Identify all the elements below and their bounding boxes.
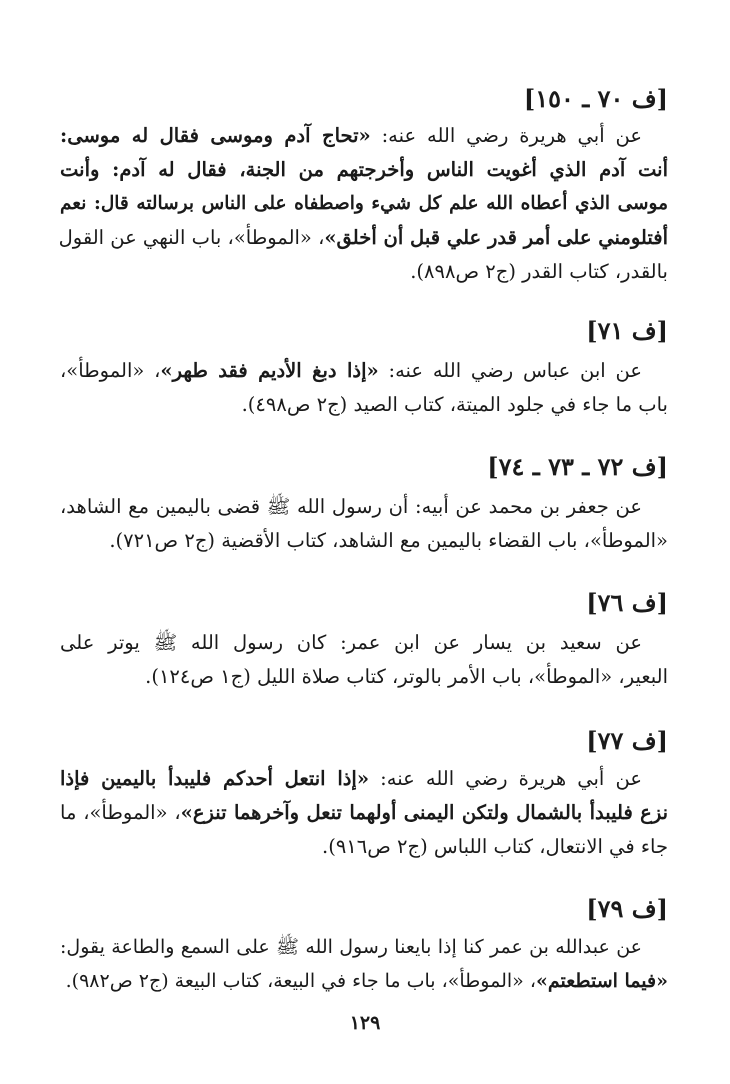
text-line (60, 221, 668, 255)
text-segment: عن جعفر بن محمد عن أبيه: أن رسول الله ﷺ قضى باليمين مع الشاهد، (60, 495, 642, 518)
text-segment: عن ابن عباس رضي الله عنه: (378, 359, 642, 382)
text-segment: ، «الموطأ»، ما (60, 801, 181, 824)
text-segment: بالقدر، كتاب القدر (ج٢ ص٨٩٨). (410, 260, 668, 283)
hadith-text: موسى الذي أعطاه الله علم كل شيء واصطفاه على الناس برسالته قال: نعم (60, 193, 668, 214)
text-segment: «الموطأ»، باب القضاء باليمين مع الشاهد، كتاب الأقضية (ج٢ ص٧٢١). (109, 529, 668, 552)
text-line (60, 626, 668, 660)
text-segment: ، «الموطأ»، (60, 359, 161, 382)
section-paragraph (60, 354, 668, 422)
hadith-text: «فيما استطعتم» (535, 970, 668, 992)
text-line (60, 524, 668, 558)
page-number: ١٢٩ (349, 1012, 381, 1034)
text-segment: عن سعيد بن يسار عن ابن عمر: كان رسول الله ﷺ يوتر على (60, 631, 642, 654)
section-heading: [ف ٧٧] (586, 726, 668, 755)
section-paragraph (60, 119, 668, 289)
hadith-text: أفتلومني على أمر قدر علي قبل أن أخلق» (324, 226, 668, 249)
hadith-text: «تحاج آدم وموسى فقال له موسى: (60, 124, 371, 147)
section-paragraph (60, 626, 668, 694)
text-line (60, 930, 668, 964)
section-heading: [ف ٧٢ ـ ٧٣ ـ ٧٤] (487, 452, 668, 481)
hadith-text: «إذا دبغ الأديم فقد طهر» (160, 359, 379, 382)
section-heading: [ف ٧٠ ـ ١٥٠] (523, 84, 668, 113)
text-segment: جاء في الانتعال، كتاب اللباس (ج٢ ص٩١٦). (322, 835, 668, 858)
section-heading: [ف ٧١] (586, 316, 668, 345)
text-line (60, 964, 668, 998)
text-segment: ، «الموطأ»، باب ما جاء في البيعة، كتاب البيعة (ج٢ ص٩٨٢). (65, 970, 536, 992)
text-line (60, 187, 668, 221)
text-line (60, 796, 668, 830)
text-segment: عن أبي هريرة رضي الله عنه: (369, 767, 642, 790)
hadith-text: أنت آدم الذي أغويت الناس وأخرجتهم من الجنة، فقال له آدم: وأنت (60, 158, 668, 181)
text-line (60, 119, 668, 153)
text-segment: البعير، «الموطأ»، باب الأمر بالوتر، كتاب صلاة الليل (ج١ ص١٢٤). (145, 665, 668, 688)
section-paragraph (60, 930, 668, 998)
text-segment: عن عبدالله بن عمر كنا إذا بايعنا رسول الله ﷺ على السمع والطاعة يقول: (60, 936, 642, 958)
text-segment: ، «الموطأ»، باب النهي عن القول (58, 226, 325, 249)
text-line (60, 830, 668, 864)
text-segment: عن أبي هريرة رضي الله عنه: (370, 124, 642, 147)
hadith-text: نزع فليبدأ بالشمال ولتكن اليمنى أولهما تنعل وآخرهما تنزع» (180, 801, 669, 824)
text-line (60, 153, 668, 187)
section-heading: [ف ٧٩] (586, 894, 668, 923)
text-line (60, 255, 668, 289)
section-paragraph (60, 490, 668, 558)
text-line (60, 388, 668, 422)
text-segment: باب ما جاء في جلود الميتة، كتاب الصيد (ج٢ ص٤٩٨). (241, 393, 668, 416)
text-line (60, 354, 668, 388)
text-line (60, 762, 668, 796)
section-heading: [ف ٧٦] (586, 588, 668, 617)
section-paragraph (60, 762, 668, 864)
text-line (60, 490, 668, 524)
text-line (60, 660, 668, 694)
hadith-text: «إذا انتعل أحدكم فليبدأ باليمين فإذا (60, 767, 370, 790)
